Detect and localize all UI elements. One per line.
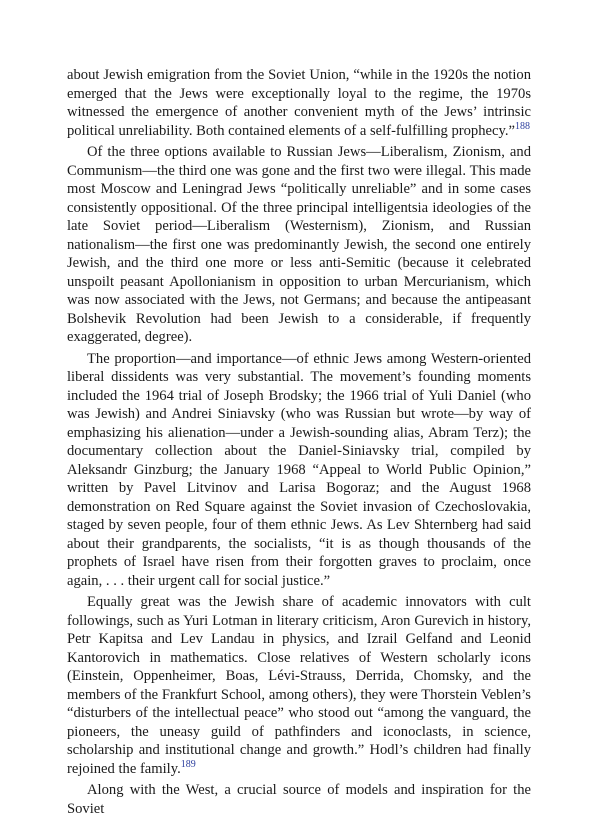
paragraph-3-text: The proportion—and importance—of ethnic Jews among Western-oriented liberal dissidents was very substantial. The movement’s founding moments included the 1964 trial of Joseph Brodsky; the 1966 trial of Yuli Daniel (who was Jewish) and Andrei Siniavsky (who was Russian but wrote—by way of emphasizing his alienation—under a Jewish-sounding alias, Abram Terz); the documentary collection about the Daniel-Siniavsky trial, compiled by Aleksandr Ginzburg; the January 1968 “Appeal to World Public Opinion,” written by Pavel Litvinov and Larisa Bogoraz; and the August 1968 demonstration on Red Square against the Soviet invasion of Czechoslovakia, staged by seven people, four of them ethnic Jews. As Lev Shternberg had said about their grandparents, the socialists, “it is as though thousands of the prophets of Israel have risen from their forgotten graves to proclaim, once again, . . . their urgent call for social justice.” <box>67 350 531 589</box>
footnote-ref-188[interactable]: 188 <box>514 120 530 132</box>
paragraph-1 <box>67 66 531 140</box>
paragraph-3 <box>67 350 531 591</box>
paragraph-4-text: Equally great was the Jewish share of academic innovators with cult followings, such as Yuri Lotman in literary criticism, Aron Gurevich in history, Petr Kapitsa and Lev Landau in physics, and Izrail Gelfand and Leonid Kantorovich in mathematics. Close relatives of Western scholarly icons (Einstein, Oppenheimer, Boas, Lévi-Strauss, Derrida, Chomsky, and the members of the Frankfurt School, among others), they were Thorstein Veblen’s “disturbers of the intellectual peace” who stood out “among the vanguard, the pioneers, the uneasy guild of pathfinders and iconoclasts, in science, scholarship and institutional change and growth.” Hodl’s children had finally rejoined the family. <box>67 594 531 777</box>
footnote-ref-189[interactable]: 189 <box>180 758 196 770</box>
paragraph-2-text: Of the three options available to Russian Jews—Liberalism, Zionism, and Communism—the third one was gone and the first two were illegal. This made most Moscow and Leningrad Jews “politically unreliable” and in some cases consistently oppositional. Of the three principal intelligentsia ideologies of the late Soviet period—Liberalism (Westernism), Zionism, and Russian nationalism—the first one was predominantly Jewish, the second one entirely Jewish, and the third one more or less anti-Semitic (because it celebrated unspoilt peasant Apollonianism in opposition to urban Mercurianism, which was now associated with the Jews, not Germans; and because the antipeasant Bolshevik Revolution had been Jewish to a considerable, if frequently exaggerated, degree). <box>67 144 531 345</box>
paragraph-1-text: about Jewish emigration from the Soviet Union, “while in the 1920s the notion emerged that the Jews were exceptionally loyal to the regime, the 1970s witnessed the emergence of another convenient myth of the Jews’ intrinsic political unreliability. Both contained elements of a self-fulfilling prophecy.” <box>67 67 531 139</box>
paragraph-5 <box>67 781 531 818</box>
book-page-body <box>67 66 531 821</box>
paragraph-5-text: Along with the West, a crucial source of models and inspiration for the Soviet <box>67 782 531 817</box>
paragraph-4 <box>67 593 531 778</box>
paragraph-2 <box>67 143 531 347</box>
